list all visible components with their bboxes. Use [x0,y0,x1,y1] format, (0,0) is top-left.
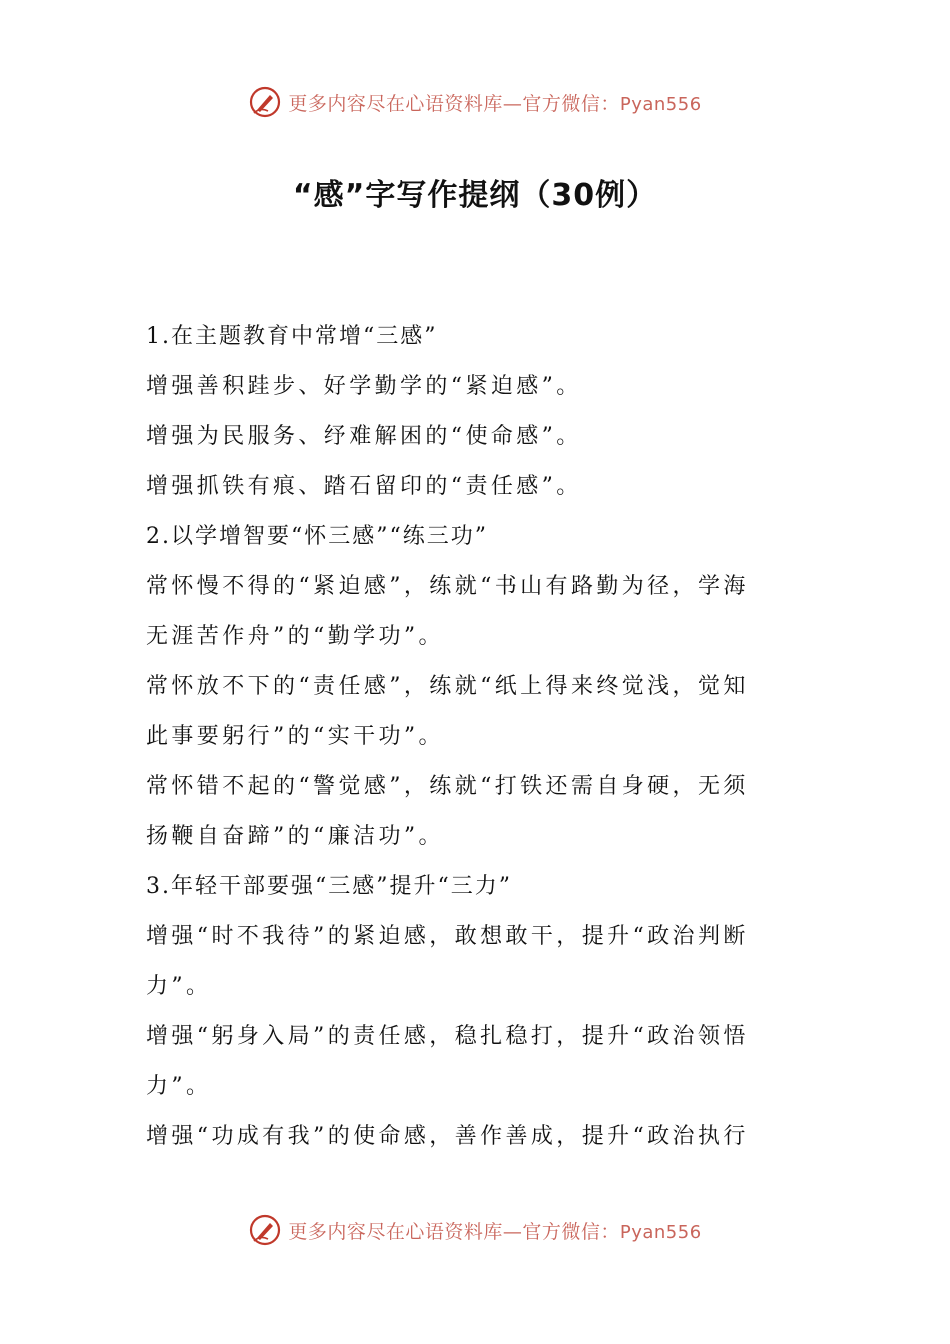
text-line: 无涯苦作舟”的“勤学功”。 [146,624,444,649]
text-line: 增强“功成有我”的使命感，善作善成，提升“政治执行 [146,1124,749,1149]
pen-logo-icon [248,85,282,119]
text-line: 增强为民服务、纾难解困的“使命感”。 [146,424,582,449]
footer-banner [0,1208,950,1252]
document-body [146,312,810,1162]
text-line: 力”。 [146,974,212,999]
text-line: 常怀慢不得的“紧迫感”，练就“书山有路勤为径，学海 [146,574,749,599]
header-banner [0,80,950,124]
text-line: 常怀错不起的“警觉感”，练就“打铁还需自身硬，无须 [146,774,749,799]
text-line: 增强善积跬步、好学勤学的“紧迫感”。 [146,374,582,399]
section-heading: 2.以学增智要“怀三感”“练三功” [146,524,488,549]
text-line: 力”。 [146,1074,212,1099]
text-line: 常怀放不下的“责任感”，练就“纸上得来终觉浅，觉知 [146,674,749,699]
section-heading: 3.年轻干部要强“三感”提升“三力” [146,874,512,899]
text-line: 增强“时不我待”的紧迫感，敢想敢干，提升“政治判断 [146,924,749,949]
pen-logo-icon [248,1213,282,1247]
text-line: 增强抓铁有痕、踏石留印的“责任感”。 [146,474,582,499]
section-heading: 1.在主题教育中常增“三感” [146,324,438,349]
wechat-id: Pyan556 [619,93,702,115]
wechat-id: Pyan556 [619,1221,702,1243]
text-line: 此事要躬行”的“实干功”。 [146,724,444,749]
banner-text: 更多内容尽在心语资料库—官方微信：Pyan556 [288,92,702,115]
banner-text: 更多内容尽在心语资料库—官方微信：Pyan556 [288,1220,702,1243]
text-line: 扬鞭自奋蹄”的“廉洁功”。 [146,824,444,849]
text-line: 增强“躬身入局”的责任感，稳扎稳打，提升“政治领悟 [146,1024,749,1049]
document-title: “感”字写作提纲（30例） [292,178,658,213]
